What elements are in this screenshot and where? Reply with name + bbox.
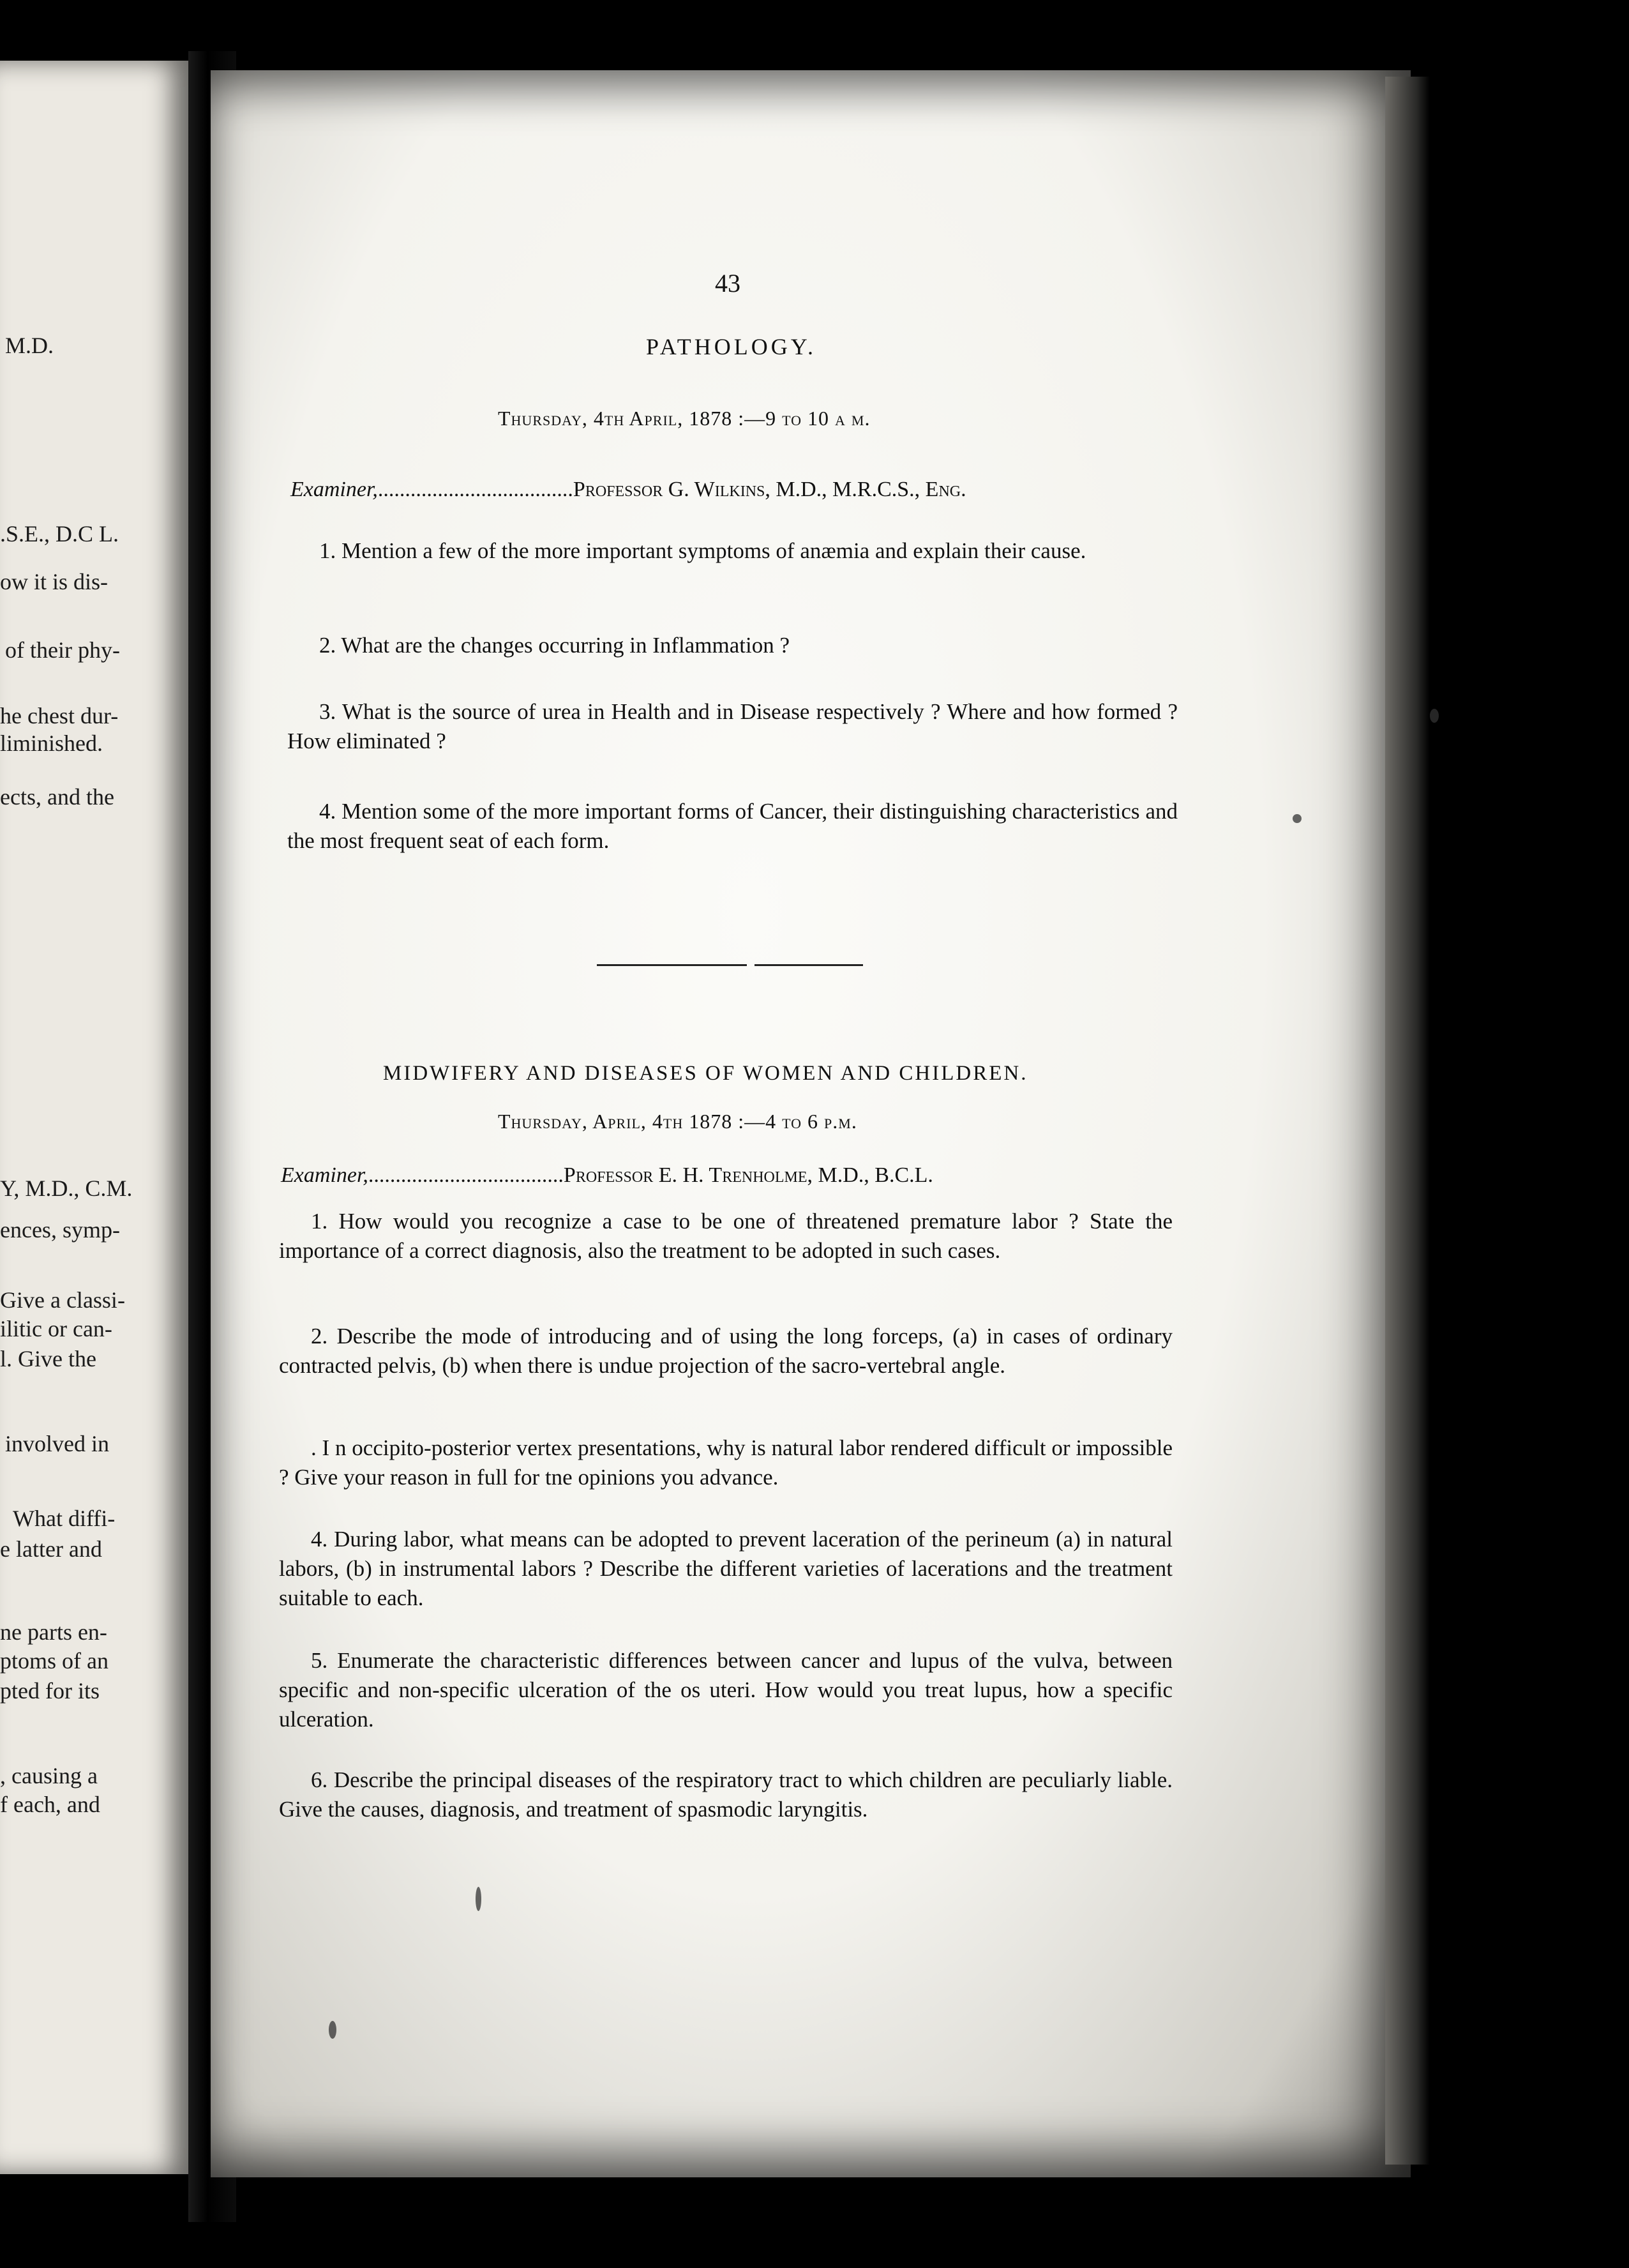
midwifery-date-line: Thursday, April, 4th 1878 :—4 to 6 p.m. <box>498 1110 857 1133</box>
pathology-title: PATHOLOGY. <box>646 334 817 359</box>
ink-blemish <box>1430 709 1439 723</box>
pathology-date-line: Thursday, 4th April, 1878 :—9 to 10 a m. <box>498 407 871 430</box>
pathology-examiner-line <box>290 478 966 502</box>
midwifery-question-6: 6. Describe the principal diseases of the respiratory tract to which children are peculiarly liable. Give the causes, diagnosis, and treatment of spasmodic laryngitis. <box>279 1767 1173 1822</box>
ink-blemish <box>1293 814 1302 823</box>
page-edge-shadow <box>1385 77 1430 2165</box>
left-page-fragment: of their phy- <box>5 637 120 663</box>
pathology-question-1: 1. Mention a few of the more important symptoms of anæmia and explain their cause. <box>319 538 1086 563</box>
left-page-fragment: liminished. <box>0 730 103 756</box>
examiner-name: Professor E. H. Trenholme, M.D., B.C.L. <box>563 1163 933 1187</box>
midwifery-question-4: 4. During labor, what means can be adopted to prevent laceration of the perineum (a) in natural labors, (b) in instrumental labors ? Describe the different varieties of lacerations and the treatment suitable to each. <box>279 1527 1173 1610</box>
pathology-question-4: 4. Mention some of the more important forms of Cancer, their distinguishing characteristics and the most frequent seat of each form. <box>287 799 1178 853</box>
midwifery-examiner-line <box>281 1163 933 1188</box>
midwifery-title: MIDWIFERY AND DISEASES OF WOMEN AND CHILDREN. <box>383 1062 1028 1085</box>
examiner-label: Examiner, <box>290 478 378 501</box>
midwifery-question-5: 5. Enumerate the characteristic differences between cancer and lupus of the vulva, between specific and non-specific ulceration of the os uteri. How would you treat lupus, how a specific ulceration. <box>279 1648 1173 1732</box>
left-page-fragment: Give a classi- <box>0 1287 125 1313</box>
left-page-fragment: e latter and <box>0 1536 102 1562</box>
left-page-fragment: ne parts en- <box>0 1619 107 1645</box>
left-page-fragment: , causing a <box>0 1763 98 1788</box>
left-page-fragment: Y, M.D., C.M. <box>0 1176 133 1201</box>
left-page-fragment: ilitic or can- <box>0 1316 112 1342</box>
left-facing-page <box>0 61 191 2174</box>
left-page-fragment: ow it is dis- <box>0 569 109 594</box>
left-page-fragment: What diffi- <box>13 1506 116 1531</box>
page-number: 43 <box>715 269 740 298</box>
examiner-dots: .................................... <box>368 1163 564 1187</box>
left-page-fragment: .S.E., D.C L. <box>0 521 119 547</box>
ink-blemish <box>476 1887 481 1911</box>
section-divider-right <box>754 964 863 966</box>
left-page-fragment: pted for its <box>0 1678 100 1704</box>
left-page-fragment: ptoms of an <box>0 1648 109 1674</box>
ink-blemish <box>329 2021 336 2039</box>
left-page-fragment: involved in <box>5 1431 109 1456</box>
midwifery-question-3: . I n occipito-posterior vertex presentations, why is natural labor rendered difficult or impossible ? Give your reason in full for tne opinions you advance. <box>279 1435 1173 1490</box>
left-page-fragment: he chest dur- <box>0 703 119 729</box>
left-page-fragment: l. Give the <box>0 1346 96 1372</box>
examiner-name: Professor G. Wilkins, M.D., M.R.C.S., Eng. <box>573 478 966 501</box>
midwifery-question-2: 2. Describe the mode of introducing and of using the long forceps, (a) in cases of ordinary contracted pelvis, (b) when there is undue projection of the sacro-vertebral angle. <box>279 1324 1173 1378</box>
left-page-fragment: ences, symp- <box>0 1217 120 1243</box>
examiner-dots: .................................... <box>377 478 573 501</box>
left-page-fragment: f each, and <box>0 1792 100 1817</box>
pathology-question-3: 3. What is the source of urea in Health and in Disease respectively ? Where and how formed ? How eliminated ? <box>287 699 1178 753</box>
pathology-question-2: 2. What are the changes occurring in Inflammation ? <box>319 633 790 658</box>
left-page-fragment: M.D. <box>5 333 54 358</box>
left-page-fragment: ects, and the <box>0 784 114 810</box>
section-divider-left <box>597 964 747 966</box>
midwifery-question-1: 1. How would you recognize a case to be one of threatened premature labor ? State the importance of a correct diagnosis, also the treatment to be adopted in such cases. <box>279 1209 1173 1263</box>
examiner-label: Examiner, <box>281 1163 368 1187</box>
